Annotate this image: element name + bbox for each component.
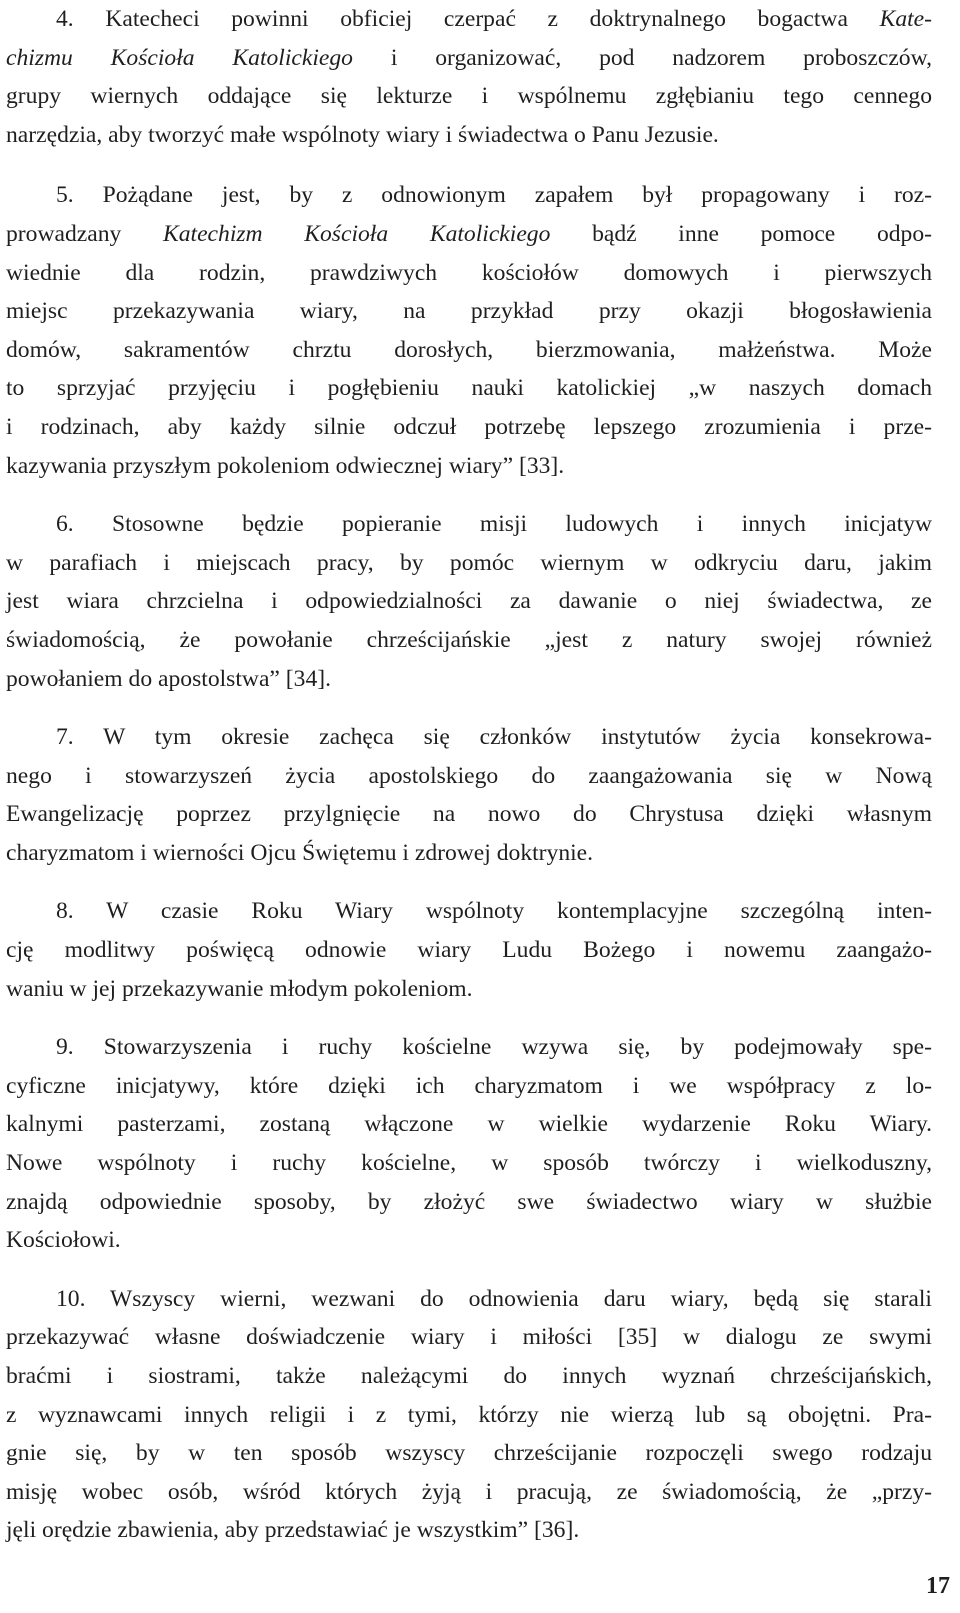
paragraph-line: 10. Wszyscy wierni, wezwani do odnowienia daru wiary, będą się starali bbox=[56, 1285, 932, 1312]
paragraph-line: waniu w jej przekazywanie młodym pokoleniom. bbox=[6, 975, 473, 1002]
paragraph-line: świadomością, że powołanie chrześcijańskie „jest z natury swojej również bbox=[6, 626, 932, 653]
paragraph-line: cję modlitwy poświęcą odnowie wiary Ludu Bożego i nowemu zaangażo- bbox=[6, 937, 932, 964]
paragraph-line: narzędzia, aby tworzyć małe wspólnoty wiary i świadectwa o Panu Jezusie. bbox=[6, 121, 719, 148]
italic-title: Kate- bbox=[879, 6, 932, 32]
paragraph-line: i rodzinach, aby każdy silnie odczuł potrzebę lepszego zrozumienia i prze- bbox=[6, 413, 932, 440]
page-number: 17 bbox=[926, 1573, 950, 1599]
paragraph-line: grupy wiernych oddające się lekturze i wspólnemu zgłębianiu tego cennego bbox=[6, 83, 932, 110]
paragraph-line: miejsc przekazywania wiary, na przykład przy okazji błogosławienia bbox=[6, 298, 932, 325]
paragraph-4 bbox=[6, 0, 932, 154]
paragraph-line: Nowe wspólnoty i ruchy kościelne, w sposób twórczy i wielkoduszny, bbox=[6, 1150, 932, 1177]
italic-title: Katechizm Kościoła Katolickiego bbox=[162, 220, 551, 247]
paragraph-line: w parafiach i miejscach pracy, by pomóc wiernym w odkryciu daru, jakim bbox=[6, 549, 932, 576]
paragraph-7 bbox=[6, 718, 932, 872]
paragraph-line: 5. Pożądane jest, by z odnowionym zapałem był propagowany i roz- bbox=[56, 182, 932, 209]
document-page bbox=[6, 0, 932, 1550]
paragraph-line: 6. Stosowne będzie popieranie misji ludowych i innych inicjatyw bbox=[56, 511, 932, 538]
paragraph-9 bbox=[6, 1028, 932, 1260]
paragraph-line: misję wobec osób, wśród których żyją i pracują, ze świadomością, że „przy- bbox=[6, 1478, 932, 1505]
paragraph-line: 9. Stowarzyszenia i ruchy kościelne wzywa się, by podejmowały spe- bbox=[56, 1034, 932, 1061]
text-run: bądź inne pomoce odpo- bbox=[550, 220, 933, 247]
paragraph-line: przekazywać własne doświadczenie wiary i miłości [35] w dialogu ze swymi bbox=[6, 1324, 932, 1351]
paragraph-line bbox=[6, 0, 932, 39]
paragraph-8 bbox=[6, 892, 932, 1008]
paragraph-line: jęli orędzie zbawienia, aby przedstawiać je wszystkim” [36]. bbox=[6, 1517, 580, 1544]
paragraph-line: braćmi i siostrami, także należącymi do innych wyznań chrześcijańskich, bbox=[6, 1363, 932, 1389]
italic-title: chizmu Kościoła Katolickiego bbox=[6, 44, 353, 71]
paragraph-line: znajdą odpowiednie sposoby, by złożyć swe świadectwo wiary w służbie bbox=[6, 1188, 932, 1215]
paragraph-line: cyficzne inicjatywy, które dzięki ich charyzmatom i we współpracy z lo- bbox=[6, 1072, 932, 1099]
text-run: i organizować, pod nadzorem proboszczów, bbox=[352, 44, 933, 71]
paragraph-line: Kościołowi. bbox=[6, 1227, 121, 1254]
paragraph-line: domów, sakramentów chrztu dorosłych, bierzmowania, małżeństwa. Może bbox=[6, 336, 932, 363]
paragraph-5 bbox=[6, 176, 932, 485]
paragraph-line: wiednie dla rodzin, prawdziwych kościołów domowych i pierwszych bbox=[6, 259, 932, 286]
paragraph-line: 7. W tym okresie zachęca się członków instytutów życia konsekrowa- bbox=[56, 724, 932, 751]
paragraph-line: gnie się, by w ten sposób wszyscy chrześcijanie rozpoczęli swego rodzaju bbox=[6, 1440, 932, 1467]
paragraph-line: to sprzyjać przyjęciu i pogłębieniu nauki katolickiej „w naszych domach bbox=[6, 375, 932, 402]
paragraph-line: jest wiara chrzcielna i odpowiedzialności za dawanie o niej świadectwa, ze bbox=[6, 588, 932, 615]
paragraph-10 bbox=[6, 1280, 932, 1550]
paragraph-line: kalnymi pasterzami, zostaną włączone w wielkie wydarzenie Roku Wiary. bbox=[6, 1111, 932, 1138]
paragraph-line: Ewangelizację poprzez przylgnięcie na nowo do Chrystusa dzięki własnym bbox=[6, 801, 932, 828]
paragraph-line: kazywania przyszłym pokoleniom odwiecznej wiary” [33]. bbox=[6, 452, 565, 479]
paragraph-line: charyzmatom i wierności Ojcu Świętemu i zdrowej doktrynie. bbox=[6, 839, 594, 866]
paragraph-line: 8. W czasie Roku Wiary wspólnoty kontemplacyjne szczególną inten- bbox=[56, 898, 932, 925]
paragraph-line bbox=[6, 39, 932, 78]
paragraph-line: nego i stowarzyszeń życia apostolskiego do zaangażowania się w Nową bbox=[6, 762, 932, 789]
paragraph-6 bbox=[6, 505, 932, 698]
paragraph-line: z wyznawcami innych religii i z tymi, którzy nie wierzą lub są obojętni. Pra- bbox=[6, 1401, 932, 1428]
text-run: 4. Katecheci powinni obficiej czerpać z doktrynalnego bogactwa bbox=[56, 6, 880, 32]
text-run: prowadzany bbox=[6, 220, 163, 247]
paragraph-line bbox=[6, 215, 932, 254]
paragraph-line: powołaniem do apostolstwa” [34]. bbox=[6, 665, 332, 692]
